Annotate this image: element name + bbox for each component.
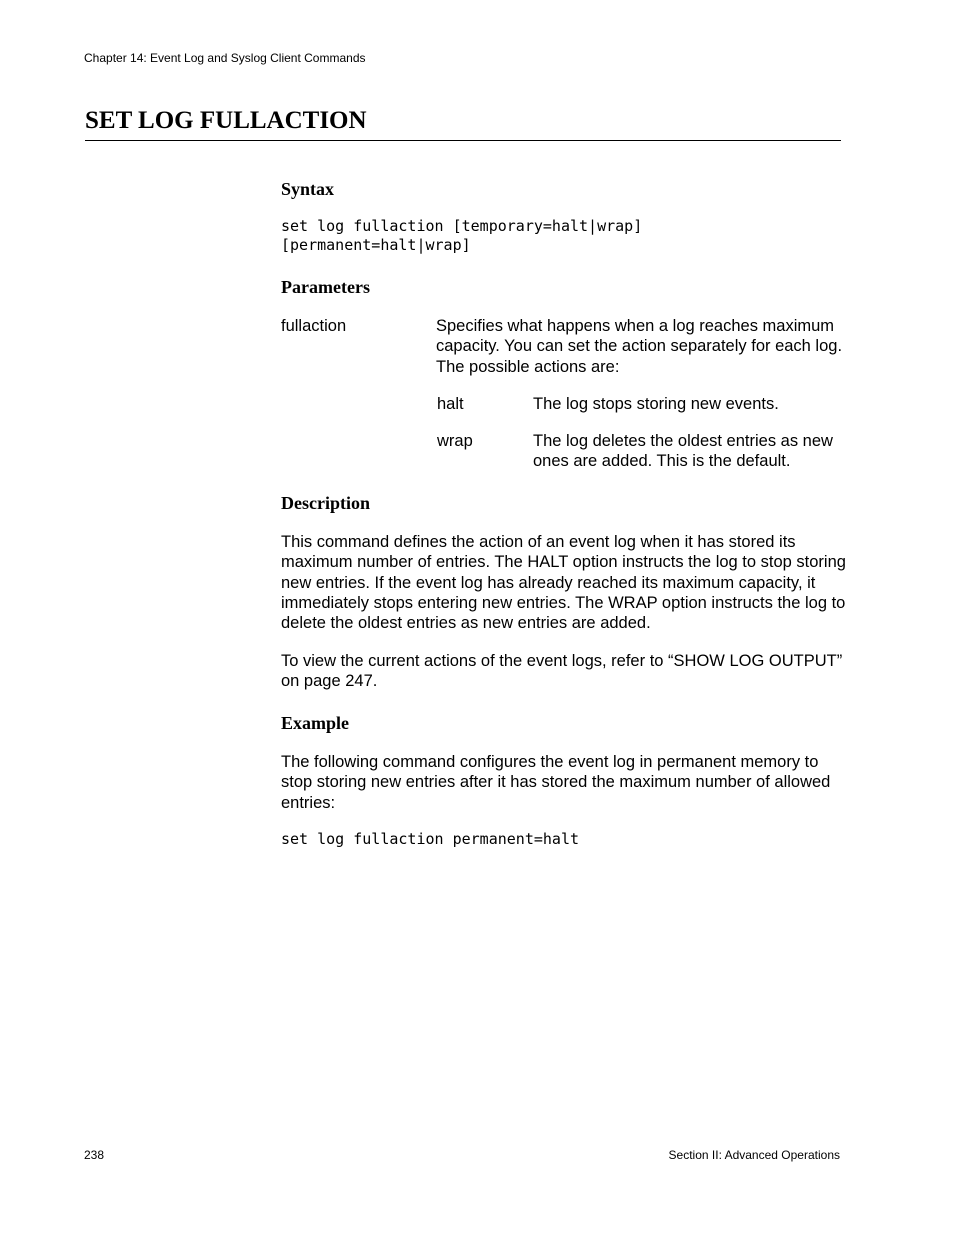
example-paragraph: The following command configures the event log in permanent memory to stop storing new entries after it has stored the maximum number of allowed entries: (281, 753, 831, 812)
parameters-heading: Parameters (281, 277, 370, 297)
syntax-heading: Syntax (281, 179, 335, 199)
example-command: set log fullaction permanent=halt (281, 830, 580, 848)
page-number: 238 (84, 1148, 105, 1162)
parameter-description: Specifies what happens when a log reaches maximum capacity. You can set the action separately for each log. The possible actions are: (436, 317, 843, 376)
title-rule (85, 140, 841, 141)
page-title: SET LOG FULLACTION (85, 107, 367, 134)
description-heading: Description (281, 493, 370, 513)
option-description-wrap: The log deletes the oldest entries as new ones are added. This is the default. (533, 432, 833, 471)
running-head: Chapter 14: Event Log and Syslog Client Commands (84, 51, 366, 65)
syntax-line-1: set log fullaction [temporary=halt|wrap] (281, 217, 643, 235)
footer-section: Section II: Advanced Operations (668, 1148, 840, 1162)
description-paragraph-2: To view the current actions of the event logs, refer to “SHOW LOG OUTPUT” on page 247. (281, 652, 843, 691)
option-name-wrap: wrap (437, 432, 473, 450)
option-description-halt: The log stops storing new events. (533, 395, 779, 413)
example-heading: Example (281, 713, 350, 733)
option-name-halt: halt (437, 395, 464, 413)
parameter-name: fullaction (281, 317, 347, 335)
description-paragraph-1: This command defines the action of an event log when it has stored its maximum number of entries. The HALT option instructs the log to stop storing new entries. If the event log has already reached its maximum capacity, it immediately stops entering new entries. The WRAP option instructs the log to delete the oldest entries as new entries are added. (281, 533, 846, 633)
syntax-line-2: [permanent=halt|wrap] (281, 236, 471, 254)
